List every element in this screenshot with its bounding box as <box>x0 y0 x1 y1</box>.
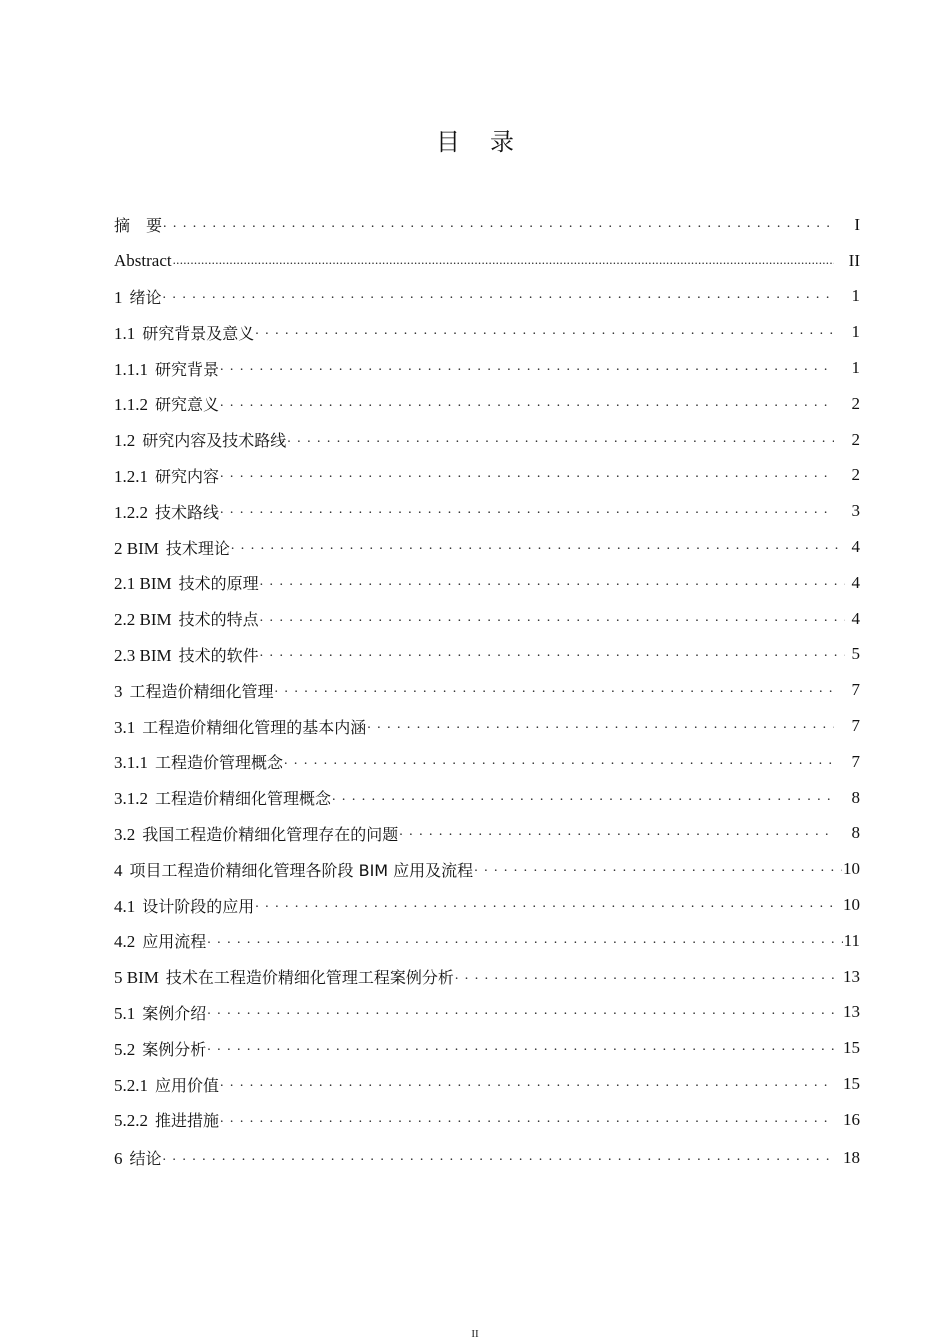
toc-section-number: 4.1 <box>114 896 136 916</box>
toc-entry-label <box>114 822 399 845</box>
toc-dot-leader <box>474 860 842 880</box>
toc-page-number: 18 <box>834 1148 860 1168</box>
toc-entry[interactable] <box>114 816 860 852</box>
page-title-char: 目 <box>436 128 460 156</box>
table-of-contents <box>114 207 860 1178</box>
toc-page-number: 15 <box>834 1074 860 1094</box>
page-title <box>0 122 950 157</box>
toc-section-number: 3.2 <box>114 824 136 844</box>
toc-entry-label <box>114 1001 207 1024</box>
toc-section-number: 1.2 <box>114 431 136 451</box>
toc-section-number: 4.2 <box>114 932 136 952</box>
toc-entry-label <box>114 536 231 559</box>
toc-entry-label <box>114 965 455 988</box>
toc-section-title: 技术的特点 <box>178 610 259 630</box>
toc-section-title: 研究背景及意义 <box>142 323 255 343</box>
toc-section-title: 技术路线 <box>155 502 220 522</box>
page-title-char: 录 <box>490 128 514 156</box>
toc-section-number: 5.2 <box>114 1039 136 1059</box>
toc-page-number: 7 <box>834 716 860 736</box>
toc-dot-leader <box>275 681 834 701</box>
toc-section-title: 工程造价精细化管理概念 <box>155 789 332 809</box>
toc-section-title: 研究内容 <box>155 466 220 486</box>
toc-entry[interactable] <box>114 851 860 887</box>
toc-entry[interactable] <box>114 279 860 315</box>
toc-dot-leader <box>220 502 834 522</box>
toc-dot-leader <box>260 610 845 630</box>
toc-entry-label <box>114 571 260 594</box>
toc-page-number: 10 <box>834 895 860 915</box>
toc-entry-label <box>114 715 367 738</box>
toc-entry-label <box>114 392 220 415</box>
toc-entry[interactable] <box>114 1138 860 1178</box>
toc-page-number: 2 <box>834 430 860 450</box>
toc-entry[interactable] <box>114 314 860 350</box>
toc-page-number: 10 <box>843 859 860 879</box>
toc-section-number: 5.2.2 <box>114 1111 148 1131</box>
toc-section-number: 5.1 <box>114 1003 136 1023</box>
toc-dot-leader <box>367 717 834 737</box>
toc-page-number: 11 <box>843 930 860 950</box>
toc-section-title: 推进措施 <box>155 1111 220 1131</box>
toc-section-number: 3.1.1 <box>114 753 148 773</box>
toc-entry[interactable] <box>114 493 860 529</box>
toc-page-number: 4 <box>845 609 860 629</box>
toc-entry[interactable] <box>114 923 860 959</box>
toc-page-number: 2 <box>834 465 860 485</box>
toc-entry[interactable] <box>114 350 860 386</box>
toc-section-number: 2.2 BIM <box>114 610 172 630</box>
toc-entry-label <box>114 500 220 523</box>
toc-section-title: 应用价值 <box>155 1075 220 1095</box>
toc-entry-label <box>114 1146 163 1169</box>
toc-page-number: 5 <box>845 644 860 664</box>
toc-section-number: 5 BIM <box>114 968 159 988</box>
toc-dot-leader <box>231 538 845 558</box>
toc-dot-leader <box>220 1111 834 1131</box>
toc-entry-label <box>114 858 474 881</box>
toc-section-title: 应用流程 <box>142 932 207 952</box>
toc-page-number: 3 <box>834 501 860 521</box>
toc-entry[interactable] <box>114 708 860 744</box>
toc-section-number: 2.3 BIM <box>114 645 172 665</box>
toc-dot-leader <box>207 932 842 952</box>
toc-entry-label <box>114 321 255 344</box>
toc-dot-leader <box>455 968 842 988</box>
toc-dot-leader <box>173 252 834 272</box>
toc-page-number: 7 <box>834 680 860 700</box>
toc-dot-leader <box>260 574 845 594</box>
toc-page-number: I <box>834 215 860 235</box>
toc-section-number: 3 <box>114 681 123 701</box>
toc-entry[interactable] <box>114 422 860 458</box>
toc-page-number: 4 <box>845 537 860 557</box>
toc-entry-label <box>114 643 260 666</box>
toc-dot-leader <box>332 789 834 809</box>
toc-section-title: 绪论 <box>129 287 162 307</box>
toc-section-title: 项目工程造价精细化管理各阶段 BIM 应用及流程 <box>129 860 474 880</box>
toc-entry[interactable] <box>114 243 860 279</box>
toc-entry[interactable] <box>114 887 860 923</box>
toc-section-title: 案例分析 <box>142 1039 207 1059</box>
toc-section-number: 3.1 <box>114 717 136 737</box>
toc-page-number: 13 <box>843 966 860 986</box>
footer-page-number: II <box>471 1328 479 1340</box>
toc-page-number: 1 <box>834 358 860 378</box>
toc-entry[interactable] <box>114 637 860 673</box>
toc-page-number: 15 <box>834 1038 860 1058</box>
toc-entry[interactable] <box>114 1102 860 1138</box>
toc-dot-leader <box>255 323 834 343</box>
toc-entry-label <box>114 357 220 380</box>
toc-section-number: 4 <box>114 860 123 880</box>
toc-dot-leader <box>207 1003 834 1023</box>
toc-section-title: 案例介绍 <box>142 1003 207 1023</box>
toc-page-number: 8 <box>834 823 860 843</box>
toc-section-title: 工程造价精细化管理 <box>129 681 274 701</box>
toc-section-title: 研究背景 <box>155 359 220 379</box>
toc-entry-label <box>114 213 163 236</box>
toc-dot-leader <box>284 753 834 773</box>
toc-section-number: 5.2.1 <box>114 1075 148 1095</box>
toc-dot-leader <box>163 1149 834 1169</box>
toc-entry[interactable] <box>114 1030 860 1066</box>
toc-page-number: 4 <box>845 573 860 593</box>
toc-page-number: 7 <box>834 752 860 772</box>
toc-section-number: 1 <box>114 287 123 307</box>
toc-dot-leader <box>220 1075 834 1095</box>
toc-section-title: 技术在工程造价精细化管理工程案例分析 <box>165 968 454 988</box>
toc-section-number: 1.1.1 <box>114 359 148 379</box>
toc-page-number: II <box>834 251 860 271</box>
toc-entry-label <box>114 428 287 451</box>
toc-section-title: 我国工程造价精细化管理存在的问题 <box>142 824 399 844</box>
toc-entry[interactable] <box>114 529 860 565</box>
toc-section-number: 2 BIM <box>114 538 159 558</box>
toc-entry[interactable] <box>114 207 860 243</box>
toc-entry[interactable] <box>114 458 860 494</box>
toc-section-number: 6 <box>114 1149 123 1169</box>
toc-section-title: 技术的原理 <box>178 574 259 594</box>
toc-dot-leader <box>220 395 834 415</box>
toc-dot-leader <box>287 431 834 451</box>
toc-entry-label <box>114 750 284 773</box>
toc-dot-leader <box>220 466 834 486</box>
toc-entry-label <box>114 251 173 271</box>
toc-entry-label <box>114 285 163 308</box>
toc-dot-leader <box>399 824 834 844</box>
toc-section-title: 摘 要 <box>114 216 163 236</box>
toc-entry-label <box>114 786 332 809</box>
toc-section-title: 结论 <box>129 1149 162 1169</box>
toc-entry-label <box>114 1073 220 1096</box>
toc-section-title: 技术理论 <box>165 538 230 558</box>
toc-entry[interactable] <box>114 780 860 816</box>
toc-entry[interactable] <box>114 386 860 422</box>
toc-entry[interactable] <box>114 959 860 995</box>
toc-entry-label <box>114 464 220 487</box>
toc-page-number: 16 <box>834 1110 860 1130</box>
toc-page-number: 2 <box>834 394 860 414</box>
toc-dot-leader <box>207 1039 834 1059</box>
toc-section-number: 1.2.2 <box>114 502 148 522</box>
toc-entry[interactable] <box>114 672 860 708</box>
toc-entry-label <box>114 679 275 702</box>
toc-section-number: 1.1 <box>114 323 136 343</box>
toc-dot-leader <box>220 359 834 379</box>
toc-entry-label <box>114 607 260 630</box>
toc-section-number: 2.1 BIM <box>114 574 172 594</box>
toc-section-number: 1.1.2 <box>114 395 148 415</box>
toc-page-number: 13 <box>834 1002 860 1022</box>
toc-entry-label <box>114 1108 220 1131</box>
toc-dot-leader <box>255 896 834 916</box>
toc-section-title: 设计阶段的应用 <box>142 896 255 916</box>
toc-section-number: 3.1.2 <box>114 789 148 809</box>
toc-section-number: 1.2.1 <box>114 466 148 486</box>
toc-dot-leader <box>163 216 834 236</box>
toc-section-title: 工程造价精细化管理的基本内涵 <box>142 717 367 737</box>
toc-entry[interactable] <box>114 1066 860 1102</box>
toc-section-title: 技术的软件 <box>178 645 259 665</box>
toc-section-title: Abstract <box>114 250 172 270</box>
toc-entry[interactable] <box>114 744 860 780</box>
toc-entry-label <box>114 929 207 952</box>
toc-section-title: 工程造价管理概念 <box>155 753 284 773</box>
toc-page-number: 1 <box>834 286 860 306</box>
toc-section-title: 研究内容及技术路线 <box>142 431 287 451</box>
toc-section-title: 研究意义 <box>155 395 220 415</box>
toc-entry[interactable] <box>114 995 860 1031</box>
toc-entry[interactable] <box>114 565 860 601</box>
toc-dot-leader <box>163 287 834 307</box>
toc-entry[interactable] <box>114 601 860 637</box>
toc-dot-leader <box>260 645 845 665</box>
toc-page-number: 1 <box>834 322 860 342</box>
toc-page-number: 8 <box>834 788 860 808</box>
toc-entry-label <box>114 894 255 917</box>
toc-entry-label <box>114 1037 207 1060</box>
